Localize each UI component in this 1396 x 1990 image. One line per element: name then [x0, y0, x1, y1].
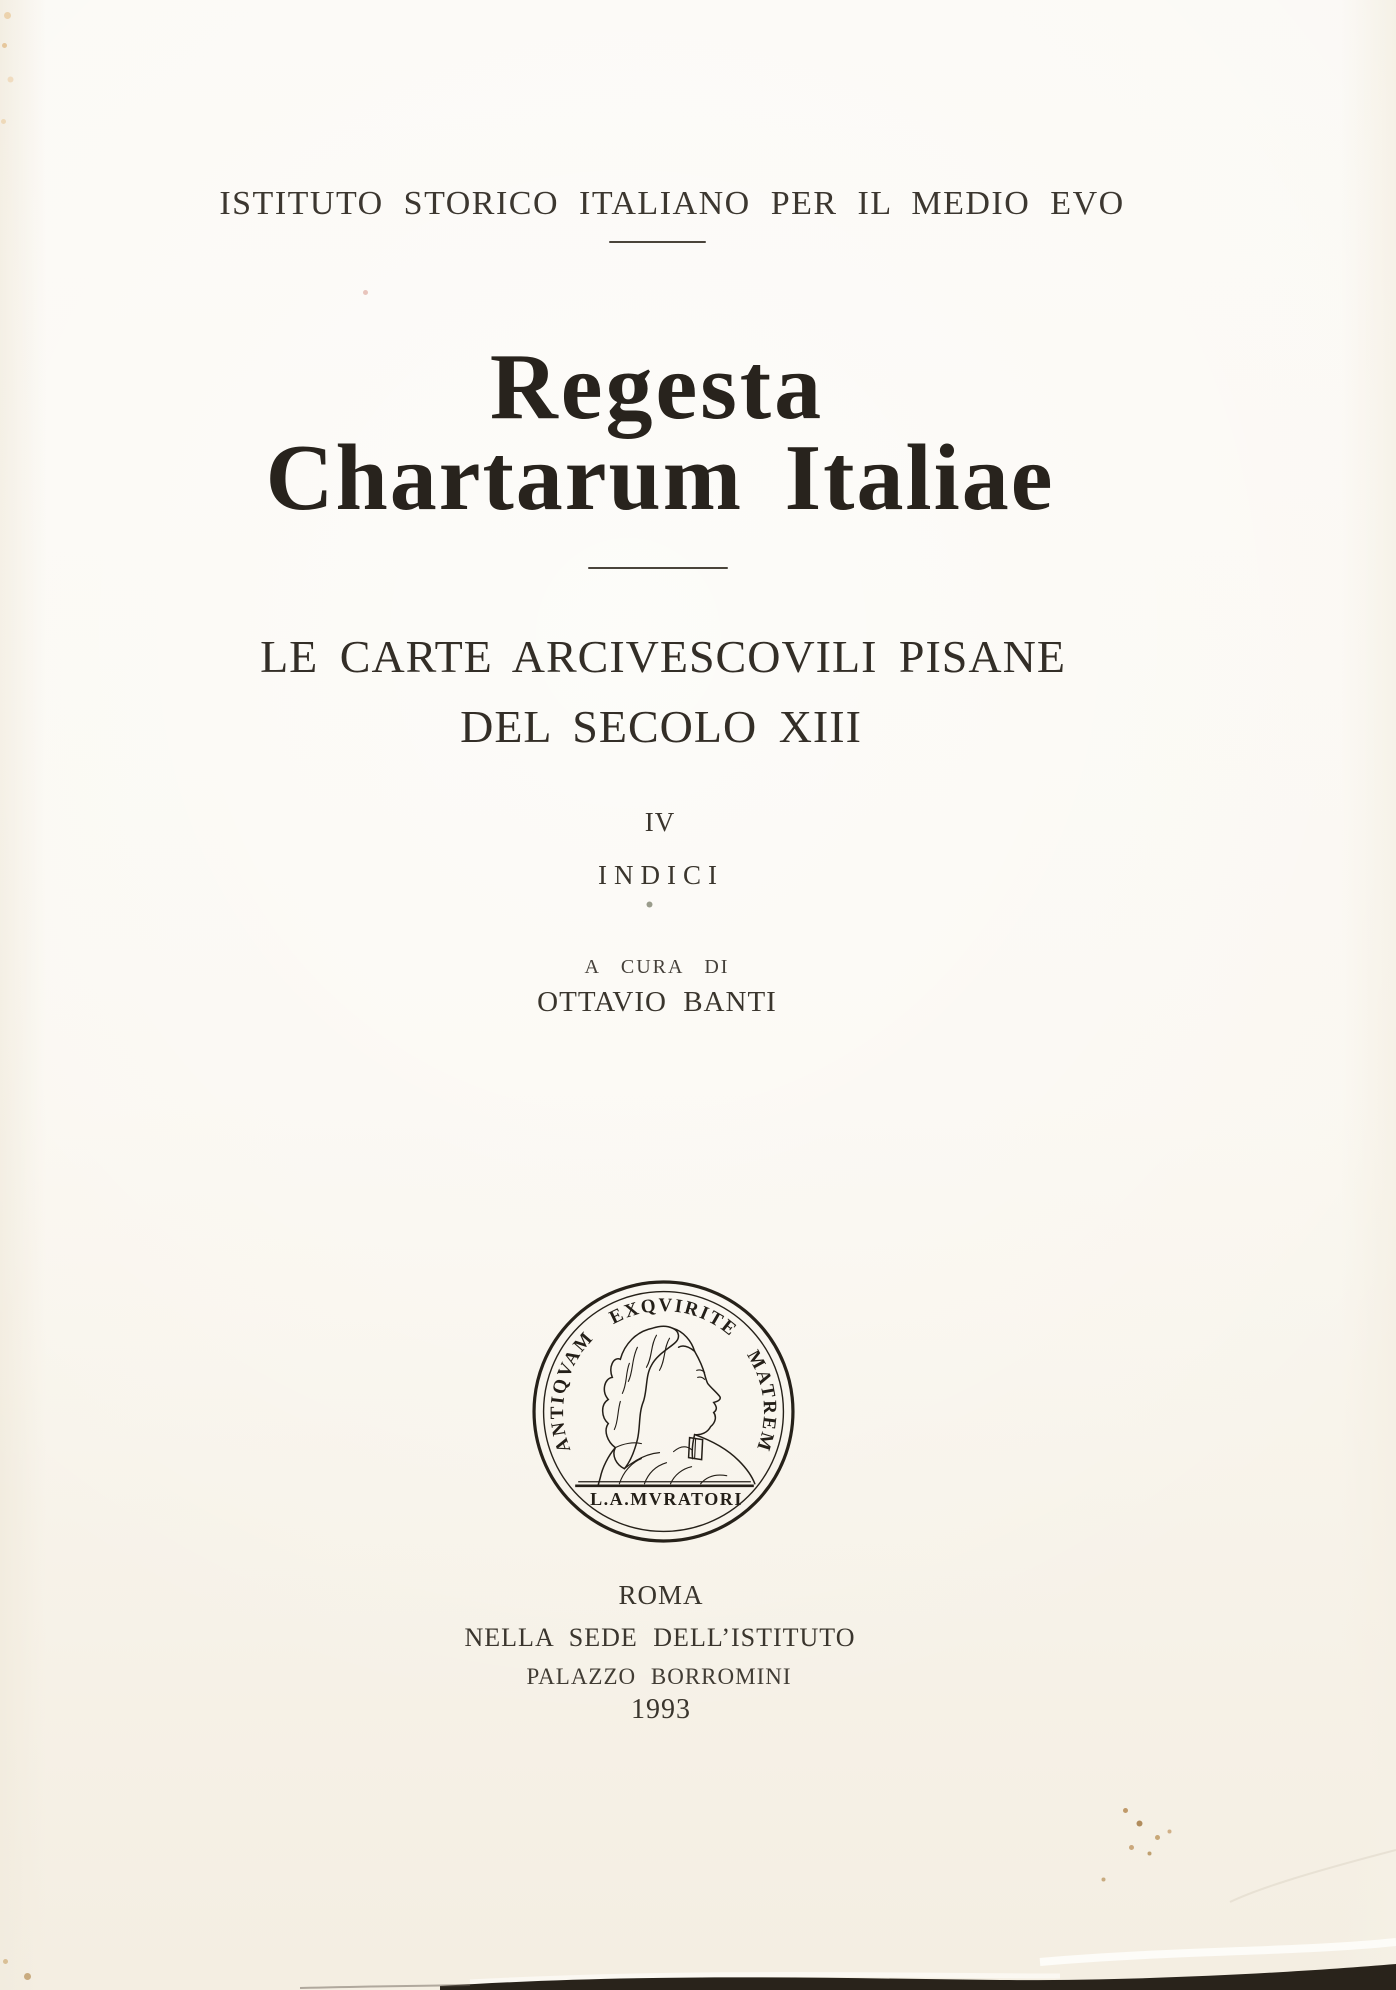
publisher-name: ISTITUTO STORICO ITALIANO PER IL MEDIO EVO	[219, 185, 1125, 222]
muratori-bust-drawing	[598, 1326, 755, 1484]
series-title-line2: Chartarum Italiae	[265, 426, 1055, 530]
series-title-line1: Regesta	[489, 335, 825, 439]
header-rule	[609, 241, 706, 243]
editor-name: OTTAVIO BANTI	[537, 986, 777, 1018]
title-rule	[588, 567, 728, 569]
editor-prefix: A CURA DI	[584, 956, 730, 978]
page-bottom-edge-shadow	[0, 1830, 1396, 1990]
paper-specks	[0, 0, 3, 3]
medal-caption-text: L.A.MVRATORI	[590, 1488, 743, 1509]
imprint-year: 1993	[631, 1694, 691, 1725]
volume-label: INDICI	[598, 860, 724, 890]
medal-motto-text: ANTIQVAM EXQVIRITE MATREM	[547, 1294, 781, 1456]
work-title-line2: DEL SECOLO XIII	[460, 701, 862, 752]
muratori-medal-illustration	[523, 1271, 804, 1552]
imprint-building: PALAZZO BORROMINI	[526, 1664, 792, 1689]
imprint-institute: NELLA SEDE DELL’ISTITUTO	[464, 1623, 856, 1652]
work-title-line1: LE CARTE ARCIVESCOVILI PISANE	[260, 631, 1066, 682]
volume-number: IV	[644, 807, 676, 837]
imprint-city: ROMA	[618, 1580, 704, 1610]
